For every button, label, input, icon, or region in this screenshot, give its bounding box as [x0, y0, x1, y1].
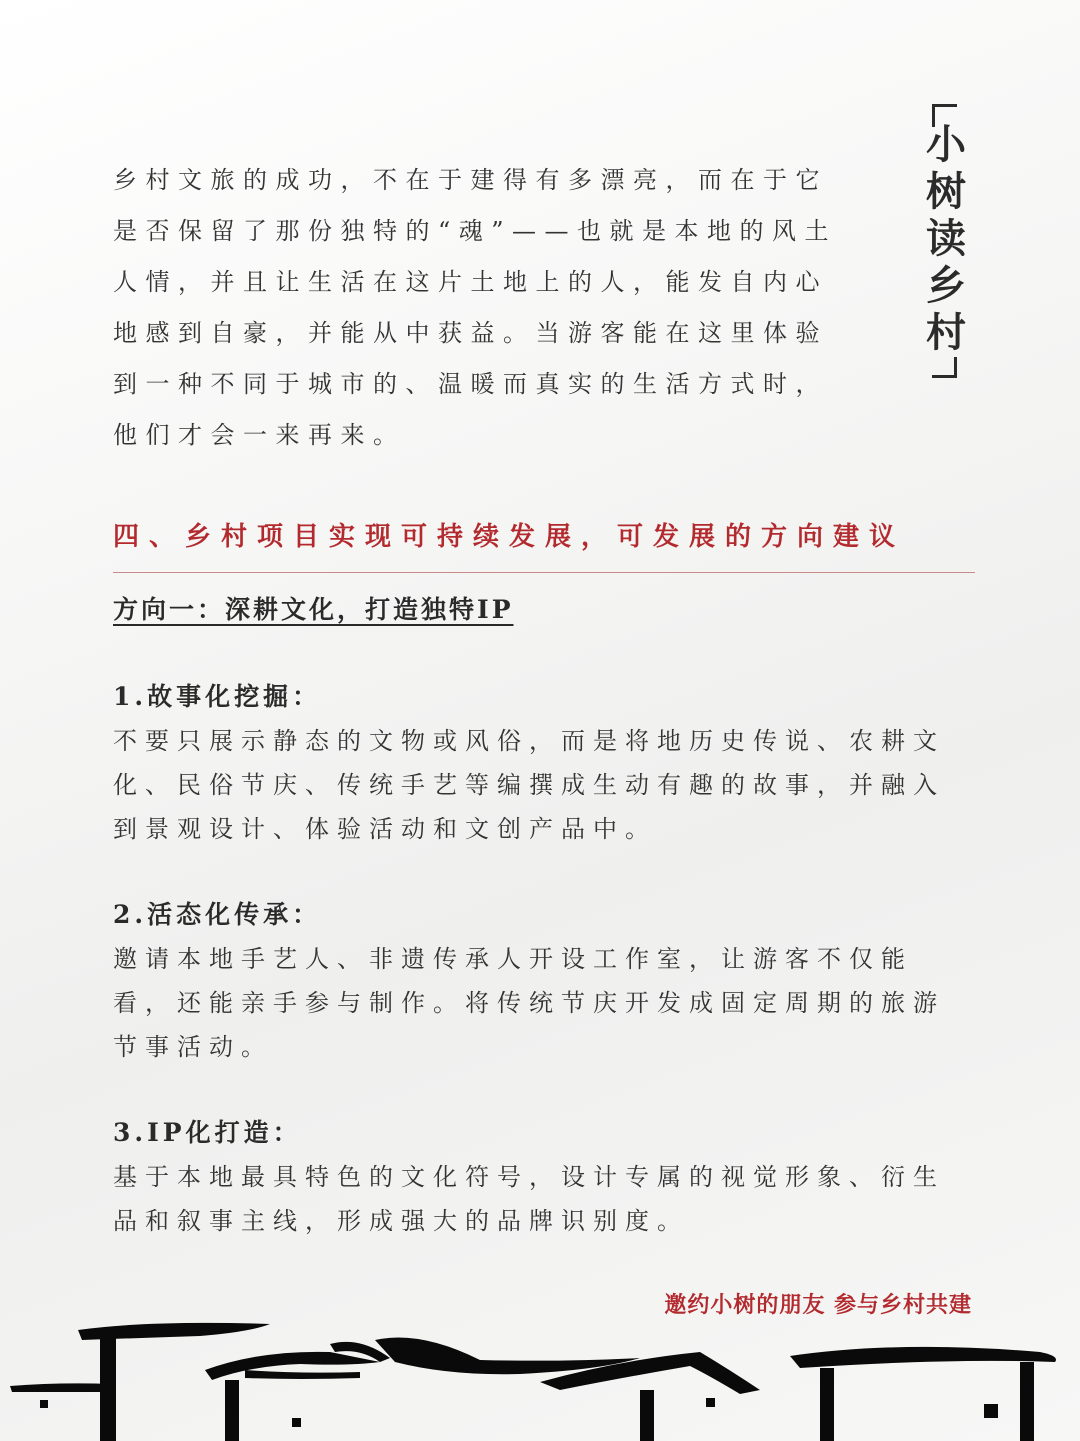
window-dot — [40, 1400, 48, 1408]
item-body — [113, 1155, 978, 1243]
body-line: 基于本地最具特色的文化符号，设计专属的视觉形象、衍生 — [113, 1163, 945, 1191]
title-char: 树 — [926, 169, 966, 215]
section-heading: 四、乡村项目实现可持续发展，可发展的方向建议 — [113, 522, 906, 552]
body-line: 不要只展示静态的文物或风俗，而是将地历史传说、农耕文 — [113, 727, 945, 755]
roof-stroke-far-right — [790, 1347, 1056, 1368]
title-bracket-close — [918, 357, 974, 381]
eave-stroke — [245, 1370, 360, 1379]
intro-line: 人情，并且让生活在这片土地上的人，能发自内心 — [113, 268, 828, 296]
title-bracket-open — [918, 98, 974, 122]
list-item — [113, 893, 978, 1069]
list-item — [113, 675, 978, 851]
invite-caption: 邀约小树的朋友 参与乡村共建 — [664, 1293, 972, 1318]
title-char: 乡 — [926, 263, 966, 309]
vertical-title — [918, 98, 974, 381]
intro-line: 乡村文旅的成功，不在于建得有多漂亮，而在于它 — [113, 166, 828, 194]
item-title: 1.故事化挖掘： — [113, 682, 322, 711]
list-item — [113, 1111, 978, 1243]
wall-post-far-right-2 — [1020, 1362, 1034, 1441]
body-line: 邀请本地手艺人、非遗传承人开设工作室，让游客不仅能 — [113, 945, 913, 973]
window-dot — [292, 1418, 301, 1427]
intro-paragraph — [113, 155, 853, 461]
ground-stroke-left — [10, 1383, 112, 1392]
wall-post-middle — [225, 1380, 239, 1441]
item-body — [113, 719, 978, 851]
body-line: 到景观设计、体验活动和文创产品中。 — [113, 815, 657, 843]
ink-village-illustration — [0, 1300, 1080, 1441]
title-char: 小 — [926, 122, 966, 168]
body-line: 化、民俗节庆、传统手艺等编撰成生动有趣的故事，并融入 — [113, 771, 945, 799]
roof-stroke-right — [540, 1352, 760, 1394]
body-line: 节事活动。 — [113, 1033, 273, 1061]
body-line: 看，还能亲手参与制作。将传统节庆开发成固定周期的旅游 — [113, 989, 945, 1017]
wall-post-right — [640, 1390, 654, 1441]
intro-line: 他们才会一来再来。 — [113, 421, 406, 449]
intro-line: 到一种不同于城市的、温暖而真实的生活方式时， — [113, 370, 828, 398]
direction-heading: 方向一：深耕文化，打造独特IP — [113, 595, 514, 624]
item-title: 3.IP化打造： — [113, 1118, 302, 1147]
window-dot — [706, 1398, 715, 1407]
section-divider — [113, 572, 975, 573]
title-char: 读 — [926, 216, 966, 262]
title-char: 村 — [926, 310, 966, 356]
wall-post-far-right-1 — [820, 1368, 834, 1441]
body-line: 品和叙事主线，形成强大的品牌识别度。 — [113, 1207, 689, 1235]
item-body — [113, 937, 978, 1069]
intro-line: 地感到自豪，并能从中获益。当游客能在这里体验 — [113, 319, 828, 347]
window-dot — [984, 1404, 998, 1418]
intro-line: 是否保留了那份独特的“魂”——也就是本地的风土 — [113, 217, 838, 245]
item-title: 2.活态化传承： — [113, 900, 322, 929]
